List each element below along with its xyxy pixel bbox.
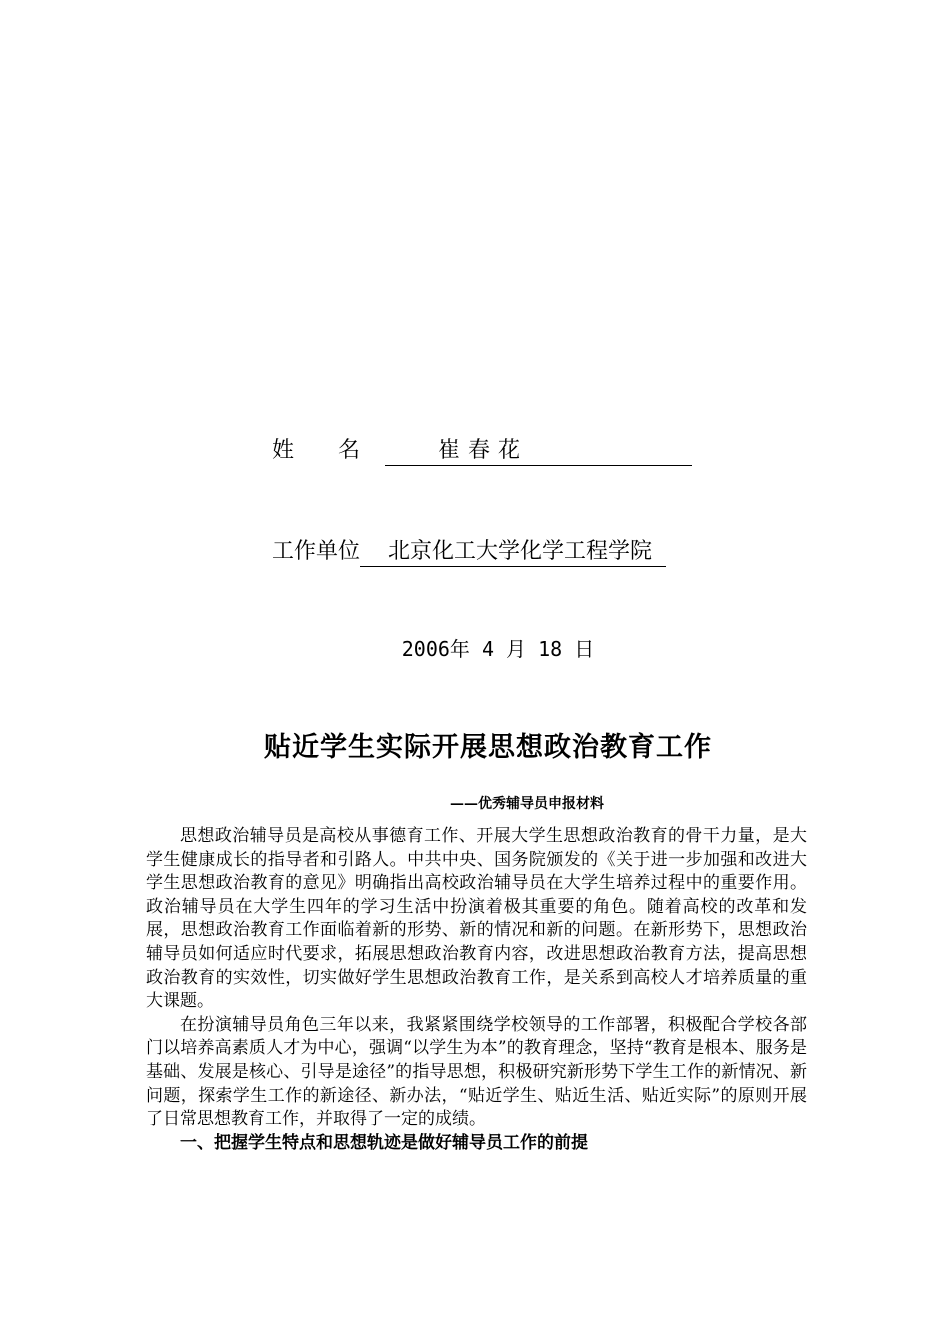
work-unit-label: 工作单位 [272, 539, 361, 564]
body-paragraph: 思想政治辅导员是高校从事德育工作、开展大学生思想政治教育的骨干力量，是大学生健康成长的指导者和引路人。中共中央、国务院颁发的《关于进一步加强和改进大学生思想政治教育的意见》明确指出高校政治辅导员在大学生培养过程中的重要作用。政治辅导员在大学生四年的学习生活中扮演着极其重要的角色。随着高校的改革和发展，思想政治教育工作面临着新的形势、新的情况和新的问题。在新形势下，思想政治辅导员如何适应时代要求，拓展思想政治教育内容，改进思想政治教育方法，提高思想政治教育的实效性，切实做好学生思想政治教育工作，是关系到高校人才培养质量的重大课题。 [146, 826, 807, 1012]
section-heading: 一、把握学生特点和思想轨迹是做好辅导员工作的前提 [180, 1132, 588, 1153]
date: 2006年 4 月 18 日 [401, 637, 595, 661]
work-unit-value: 北京化工大学化学工程学院 [360, 538, 666, 567]
document-body [146, 825, 807, 1155]
name-value: 崔春花 [385, 437, 692, 466]
body-paragraph: 在扮演辅导员角色三年以来，我紧紧围绕学校领导的工作部署，积极配合学校各部门以培养高素质人才为中心，强调“以学生为本”的教育理念，坚持“教育是根本、服务是基础、发展是核心、引导是途径”的指导思想，积极研究新形势下学生工作的新情况、新问题，探索学生工作的新途径、新办法，“贴近学生、贴近生活、贴近实际”的原则开展了日常思想教育工作，并取得了一定的成绩。 [146, 1014, 807, 1130]
document-subtitle: ——优秀辅导员申报材料 [450, 796, 604, 812]
name-field-row [272, 436, 692, 466]
name-label: 姓 名 [272, 438, 361, 463]
work-unit-field-row [272, 537, 666, 567]
document-title: 贴近学生实际开展思想政治教育工作 [264, 732, 712, 763]
